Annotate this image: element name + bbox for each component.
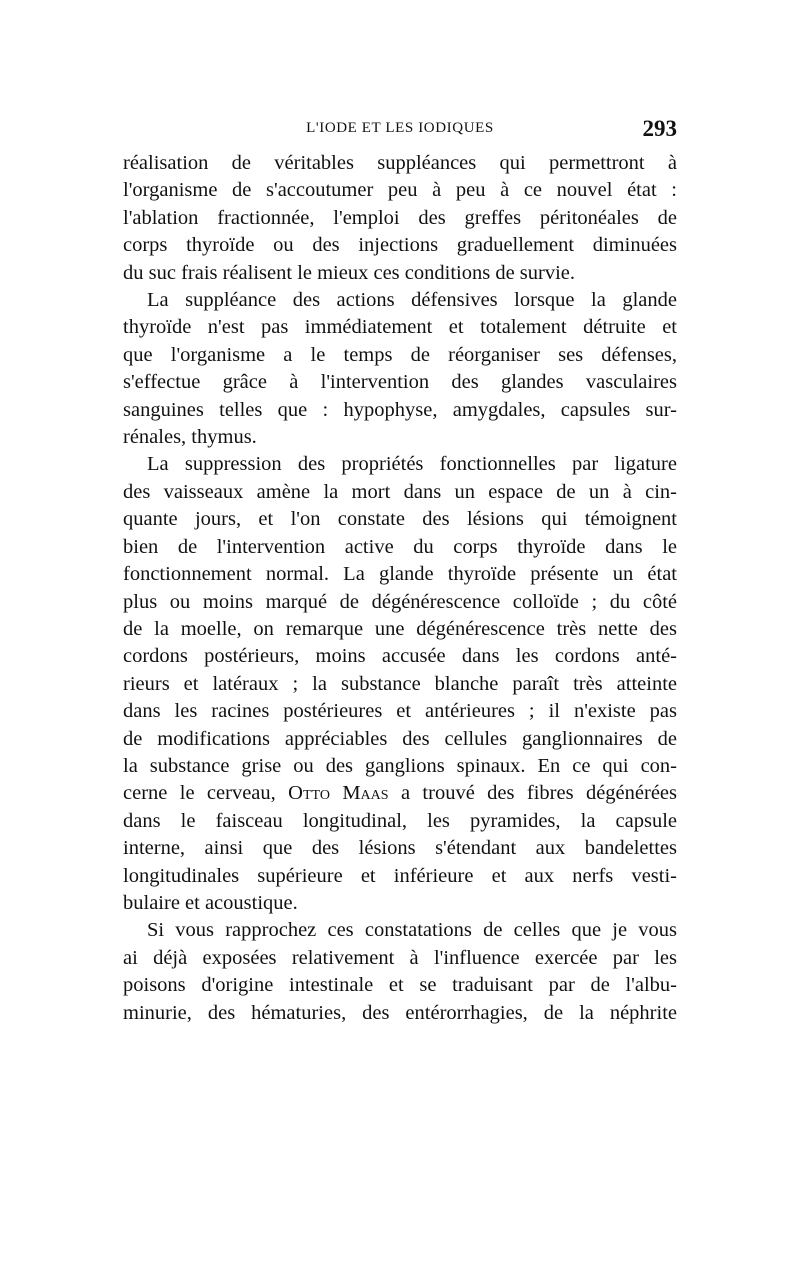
text-line: bien de l'intervention active du corps thyroïde dans le [123,535,677,558]
text-line: fonctionnement normal. La glande thyroïde présente un état [123,563,677,586]
text-segment: a trouvé des fibres dégénérées [388,782,678,805]
text-line: bulaire et acoustique. [123,891,298,914]
text-line: que l'organisme a le temps de réorganiser ses défenses, [123,343,677,366]
text-line: interne, ainsi que des lésions s'étendant aux bandelettes [123,837,677,860]
text-line: de la moelle, on remarque une dégénérescence très nette des [123,617,677,640]
paragraph-first-line: La suppression des propriétés fonctionnelles par ligature [147,453,677,476]
text-line: thyroïde n'est pas immédiatement et totalement détruite et [123,316,677,339]
text-line: cordons postérieurs, moins accusée dans les cordons anté- [123,645,677,668]
text-line: sanguines telles que : hypophyse, amygdales, capsules sur- [123,398,677,421]
text-line-with-author [123,780,677,807]
text-line: réalisation de véritables suppléances qui permettront à [123,152,677,174]
text-line: l'ablation fractionnée, l'emploi des greffes péritonéales de [123,206,677,229]
text-line: rénales, thymus. [123,426,257,449]
text-line: l'organisme de s'accoutumer peu à peu à ce nouvel état : [123,179,677,202]
text-line: corps thyroïde ou des injections graduellement diminuées [123,234,677,257]
text-line: longitudinales supérieure et inférieure et aux nerfs vesti- [123,864,677,887]
author-name: Otto Maas [288,782,389,805]
text-line: poisons d'origine intestinale et se traduisant par de l'albu- [123,974,677,997]
page-number: 293 [642,116,677,141]
text-line: rieurs et latéraux ; la substance blanche paraît très atteinte [123,672,677,695]
running-title: L'IODE ET LES IODIQUES [306,120,494,136]
text-line: du suc frais réalisent le mieux ces conditions de survie. [123,261,576,284]
text-line: ai déjà exposées relativement à l'influence exercée par les [123,946,677,969]
text-line: dans le faisceau longitudinal, les pyramides, la capsule [123,809,677,832]
text-line: de modifications appréciables des cellules ganglionnaires de [123,727,677,750]
text-segment: cerne le cerveau, [123,782,289,805]
paragraph-first-line: Si vous rapprochez ces constatations de celles que je vous [147,919,677,942]
text-line: des vaisseaux amène la mort dans un espace de un à cin- [123,480,677,503]
body-text [123,150,677,1027]
text-line: la substance grise ou des ganglions spinaux. En ce qui con- [123,754,677,777]
text-line: plus ou moins marqué de dégénérescence colloïde ; du côté [123,590,677,613]
text-line: dans les racines postérieures et antérieures ; il n'existe pas [123,700,677,723]
page-header [123,116,677,146]
text-line: minurie, des hématuries, des entérorrhagies, de la néphrite [123,1001,677,1024]
text-line: quante jours, et l'on constate des lésions qui témoignent [123,508,677,531]
text-line: s'effectue grâce à l'intervention des glandes vasculaires [123,371,677,394]
paragraph-first-line: La suppléance des actions défensives lorsque la glande [147,289,677,312]
